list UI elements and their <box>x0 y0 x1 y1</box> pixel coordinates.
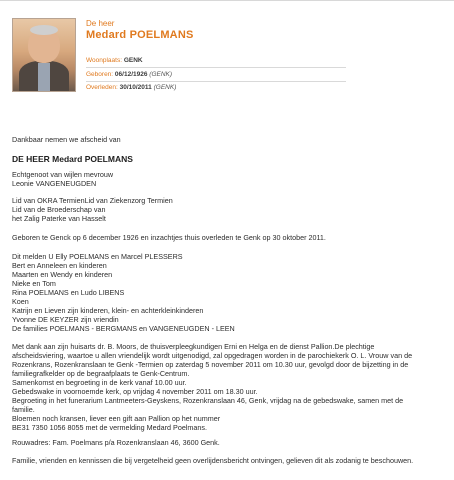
ceremony-line: Samenkomst en begroeting in de kerk vanaf 10.00 uur. <box>12 378 187 387</box>
geboren-row <box>86 71 172 78</box>
membership-line: Lid van OKRA TermienLid van Ziekenzorg Termien <box>12 196 173 205</box>
intro-text: Dankbaar nemen we afscheid van <box>12 135 121 144</box>
family-line: Dit melden U Elly POELMANS en Marcel PLESSERS <box>12 252 183 261</box>
family-line: Katrijn en Lieven zijn kinderen, klein- en achterkleinkinderen <box>12 306 204 315</box>
mourning-address: Rouwadres: Fam. Poelmans p/a Rozenkranslaan 46, 3600 Genk. <box>12 438 220 447</box>
portrait-shirt <box>38 63 50 91</box>
spouse-line: Echtgenoot van wijlen mevrouw <box>12 170 114 179</box>
ceremony-line: BE31 7350 1056 8055 met de vermelding Medard Poelmans. <box>12 423 207 432</box>
family-line: Maarten en Wendy en kinderen <box>12 270 113 279</box>
family-line: Yvonne DE KEYZER zijn vriendin <box>12 315 119 324</box>
family-line: De families POELMANS - BERGMANS en VANGENEUGDEN - LEEN <box>12 324 235 333</box>
ceremony-line: familiegrafkelder op de begraafplaats te Genk-Centrum. <box>12 369 190 378</box>
family-line: Nieke en Tom <box>12 279 56 288</box>
geboren-value: 06/12/1926 <box>114 71 148 78</box>
geboren-note: (GENK) <box>149 71 173 78</box>
birth-death-line: Geboren te Genck op 6 december 1926 en inzachtjes thuis overleden te Genk op 30 oktober 2011. <box>12 233 326 242</box>
overleden-label: Overleden: <box>86 84 118 91</box>
ceremony-line: familie. <box>12 405 35 414</box>
portrait-hair <box>30 25 58 35</box>
obituary-heading: DE HEER Medard POELMANS <box>12 154 133 164</box>
ceremony-line: Begroeting in het funerarium Lantmeeters-Geyskens, Rozenkranslaan 46, Genk, vrijdag na de gebedswake, samen met de <box>12 396 404 405</box>
ceremony-line: Bloemen noch kransen, liever een gift aan Pallion op het nummer <box>12 414 221 423</box>
geboren-label: Geboren: <box>86 71 114 78</box>
title-prefix: De heer <box>86 19 115 28</box>
woonplaats-value: GENK <box>123 57 143 64</box>
portrait-photo <box>12 18 76 92</box>
family-line: Bert en Anneleen en kinderen <box>12 261 107 270</box>
meta-separator <box>86 81 346 82</box>
overleden-row <box>86 84 176 91</box>
meta-separator <box>86 67 346 68</box>
ceremony-line: Gebedswake in voornoemde kerk, op vrijdag 4 november 2011 om 18.30 uur. <box>12 387 258 396</box>
membership-line: het Zalig Paterke van Hasselt <box>12 214 106 223</box>
family-line: Koen <box>12 297 29 306</box>
spouse-line: Leonie VANGENEUGDEN <box>12 179 97 188</box>
ceremony-line: Met dank aan zijn huisarts dr. B. Moors, de thuisverpleegkundigen Erni en Helga en de dienst Pallion.De plechtige <box>12 342 375 351</box>
ceremony-line: afscheidsviering, waartoe u allen vriendelijk wordt uitgenodigd, zal opgedragen worden in de parochiekerk O. L. Vrouw van de <box>12 351 413 360</box>
overleden-value: 30/10/2011 <box>119 84 152 91</box>
woonplaats-label: Woonplaats: <box>86 57 123 64</box>
deceased-name: Medard POELMANS <box>86 29 194 41</box>
family-line: Rina POELMANS en Ludo LIBENS <box>12 288 125 297</box>
membership-line: Lid van de Broederschap van <box>12 205 106 214</box>
top-border <box>0 0 454 1</box>
woonplaats-row <box>86 57 143 64</box>
overleden-note: (GENK) <box>153 84 177 91</box>
ceremony-line: Rozenkrans, Rozenkranslaan te Genk -Termien op zaterdag 5 november 2011 om 10.30 uur, gevolgd door de bijzetting in de <box>12 360 409 369</box>
closing-note: Familie, vrienden en kennissen die bij vergetelheid geen overlijdensbericht ontvingen, gelieven dit als zodanig te beschouwen. <box>12 456 414 465</box>
